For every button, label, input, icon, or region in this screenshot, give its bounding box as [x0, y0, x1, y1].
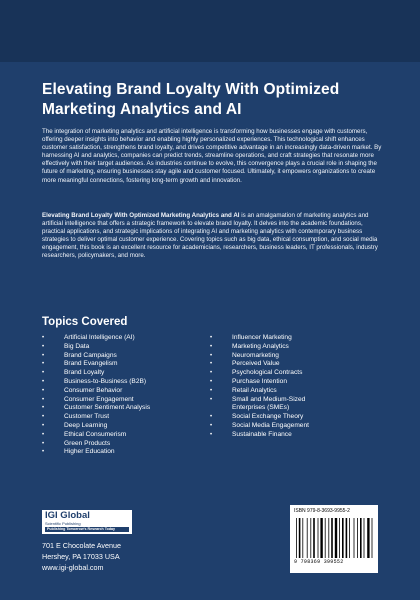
topic-label: Consumer Engagement — [64, 395, 134, 403]
topic-item — [210, 387, 370, 396]
bullet-icon: • — [210, 387, 213, 394]
barcode-bar — [349, 518, 350, 558]
topic-label: Artificial Intelligence (AI) — [64, 334, 135, 341]
topic-label: Green Products — [64, 439, 111, 447]
barcode-digits: 9 798369 399552 — [294, 559, 344, 565]
topic-item — [42, 448, 192, 457]
logo-subtitle: Scientific Publishing — [45, 521, 81, 526]
topic-item — [42, 396, 192, 405]
topic-label: Marketing Analytics — [232, 342, 289, 350]
bullet-icon: • — [42, 405, 45, 412]
barcode-bar — [307, 518, 308, 558]
bullet-icon: • — [210, 414, 213, 421]
topic-item — [42, 352, 192, 361]
barcode-bar — [310, 518, 311, 558]
topics-list-left — [42, 334, 192, 457]
publisher-logo — [42, 510, 132, 534]
topic-label: Psychological Contracts — [232, 369, 303, 377]
topic-label: Small and Medium-Sized — [232, 395, 306, 403]
topic-label: Brand Evangelism — [64, 360, 118, 368]
bullet-icon: • — [42, 378, 45, 385]
publisher-block — [42, 510, 132, 573]
description-paragraph-2 — [42, 212, 382, 261]
publisher-website: www.igi-global.com — [42, 563, 104, 572]
bullet-icon: • — [210, 396, 213, 403]
topic-label: Business-to-Business (B2B) — [64, 377, 147, 385]
barcode-bar — [346, 518, 348, 558]
description-paragraph-1: The integration of marketing analytics and artificial intelligence is transforming how businesses engage with customers, offering deeper insights into behavior and enabling highly personalized experiences. This technological shift enhances customer satisfaction, strengthens brand loyalty, and drives competitive advantage in an increasingly data-driven market. By harnessing AI and analytics, companies can predict trends, streamline operations, and craft strategies that resonate more effectively with their target audiences. As industries continue to evolve, this convergence plays a crucial role in shaping the future of marketing, ensuring businesses stay agile and customer focused. Ultimately, it empowers organizations to create more meaningful connections, fostering long-term growth and innovation. — [42, 128, 382, 184]
barcode-bar — [372, 518, 373, 558]
logo-tagline: Publishing Tomorrow's Research Today — [45, 527, 129, 532]
topic-item — [42, 360, 192, 369]
topic-item — [42, 440, 192, 449]
bullet-icon: • — [42, 440, 45, 447]
address-line-1: 701 E Chocolate Avenue — [42, 541, 121, 550]
barcode-bar — [313, 518, 315, 558]
topic-label: Enterprises (SMEs) — [232, 404, 290, 412]
barcode-bar — [360, 518, 362, 558]
topic-label: Social Exchange Theory — [232, 413, 304, 421]
bullet-icon: • — [42, 396, 45, 403]
barcode-bar — [302, 518, 303, 558]
topic-item — [210, 352, 370, 361]
bullet-icon: • — [210, 370, 213, 377]
bullet-icon: • — [210, 335, 213, 341]
bullet-icon: • — [210, 343, 213, 350]
topic-item — [42, 343, 192, 352]
book-title: Elevating Brand Loyalty With Optimized Marketing Analytics and AI — [42, 81, 340, 118]
topic-label: Influencer Marketing — [232, 334, 292, 341]
barcode-bar — [296, 518, 297, 558]
topic-item — [210, 369, 370, 378]
topic-label: Social Media Engagement — [232, 421, 309, 429]
barcode-image — [294, 518, 374, 558]
barcode-bar — [339, 518, 340, 558]
bullet-icon: • — [42, 335, 45, 341]
topic-item — [42, 431, 192, 440]
topic-item — [210, 404, 370, 413]
barcode-bar — [318, 518, 319, 558]
topic-item — [42, 422, 192, 431]
isbn-label: ISBN 979-8-3693-9955-2 — [294, 508, 350, 514]
address-line-2: Hershey, PA 17033 USA — [42, 552, 120, 561]
bullet-icon: • — [42, 361, 45, 368]
description-title-bold: Elevating Brand Loyalty With Optimized Marketing Analytics and AI — [42, 212, 240, 219]
topic-label: Sustainable Finance — [232, 430, 292, 438]
topic-item — [42, 413, 192, 422]
barcode-bar — [325, 518, 326, 558]
bullet-icon: • — [42, 422, 45, 429]
bullet-icon: • — [42, 387, 45, 394]
topics-list-right — [210, 334, 370, 440]
topic-label: Perceived Value — [232, 360, 280, 368]
isbn-barcode-box — [290, 505, 378, 573]
barcode-bar — [299, 518, 301, 558]
bullet-icon: • — [42, 431, 45, 438]
topic-label: Brand Loyalty — [64, 369, 105, 377]
description-body: is an amalgamation of marketing analytics and artificial intelligence that offers a strategic framework to elevate brand loyalty. It delves into the academic foundations, practical applications, and strategic implications of integrating AI and marketing analytics with contemporary business strategies to deliver optimal customer experience. Covering topics such as big data, ethical consumption, and social media engagement, this book is an excellent resource for academicians, researchers, business leaders, IT professionals, industry researchers, policymakers, and more. — [42, 212, 378, 260]
topic-label: Higher Education — [64, 448, 115, 456]
barcode-bar — [331, 518, 333, 558]
topic-item — [210, 413, 370, 422]
barcode-bar — [342, 518, 344, 558]
topic-item — [210, 360, 370, 369]
bullet-icon: • — [210, 431, 213, 438]
topic-label: Neuromarketing — [232, 351, 279, 359]
topic-label: Customer Trust — [64, 413, 110, 421]
topic-label: Ethical Consumerism — [64, 430, 127, 438]
topic-label: Purchase Intention — [232, 377, 287, 385]
topic-item — [210, 334, 370, 343]
topic-item — [210, 431, 370, 440]
top-band — [0, 0, 420, 62]
bullet-icon: • — [42, 352, 45, 359]
bullet-icon: • — [210, 378, 213, 385]
topic-item — [42, 404, 192, 413]
bullet-icon: • — [210, 352, 213, 359]
bullet-icon: • — [42, 449, 45, 456]
topic-label: Retail Analytics — [232, 386, 277, 394]
barcode-bar — [367, 518, 369, 558]
bullet-icon: • — [42, 343, 45, 350]
topic-item — [210, 396, 370, 405]
bullet-icon: • — [42, 370, 45, 377]
topic-item — [42, 387, 192, 396]
topic-label: Customer Sentiment Analysis — [64, 404, 151, 412]
bullet-icon: • — [210, 422, 213, 429]
topic-item — [210, 422, 370, 431]
bullet-icon: • — [210, 361, 213, 368]
topic-label: Brand Campaigns — [64, 351, 117, 359]
barcode-bar — [328, 518, 329, 558]
topics-heading: Topics Covered — [42, 316, 128, 328]
bullet-icon: • — [42, 414, 45, 421]
barcode-bar — [354, 518, 355, 558]
barcode-bar — [357, 518, 358, 558]
topic-label: Big Data — [64, 342, 90, 350]
topic-item — [42, 369, 192, 378]
barcode-bar — [320, 518, 322, 558]
topic-item — [42, 334, 192, 343]
topic-item — [210, 343, 370, 352]
topic-item — [42, 378, 192, 387]
logo-name: IGI Global — [45, 510, 90, 521]
barcode-bar — [335, 518, 337, 558]
topic-item — [210, 378, 370, 387]
topic-label: Deep Learning — [64, 421, 108, 429]
barcode-bar — [364, 518, 365, 558]
topic-label: Consumer Behavior — [64, 386, 123, 394]
publisher-address — [42, 540, 132, 573]
